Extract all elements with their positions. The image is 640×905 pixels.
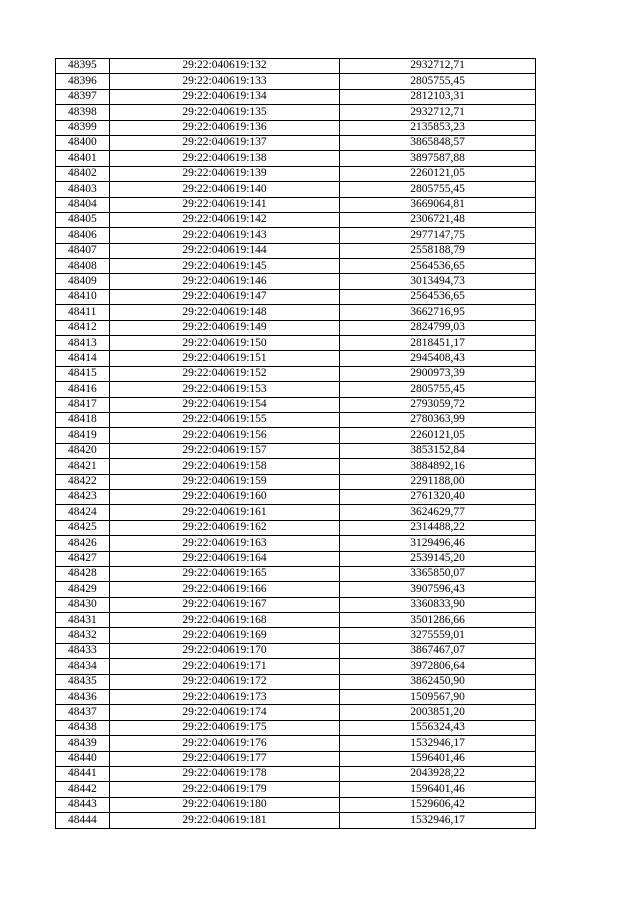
cadastral-number-cell: 29:22:040619:157	[110, 443, 340, 458]
cadastral-number-cell: 29:22:040619:134	[110, 89, 340, 104]
row-number-cell: 48438	[56, 720, 110, 735]
value-cell: 3275559,01	[340, 628, 536, 643]
value-cell: 3662716,95	[340, 305, 536, 320]
cadastral-number-cell: 29:22:040619:154	[110, 397, 340, 412]
cadastral-number-cell: 29:22:040619:147	[110, 289, 340, 304]
table-row	[56, 597, 536, 612]
row-number-cell: 48408	[56, 259, 110, 274]
row-number-cell: 48426	[56, 536, 110, 551]
cadastral-number-cell: 29:22:040619:138	[110, 151, 340, 166]
row-number-cell: 48397	[56, 89, 110, 104]
row-number-cell: 48407	[56, 243, 110, 258]
table-body	[56, 59, 536, 829]
cadastral-number-cell: 29:22:040619:174	[110, 705, 340, 720]
table-row	[56, 351, 536, 366]
value-cell: 2558188,79	[340, 243, 536, 258]
row-number-cell: 48400	[56, 135, 110, 150]
row-number-cell: 48422	[56, 474, 110, 489]
row-number-cell: 48434	[56, 659, 110, 674]
row-number-cell: 48439	[56, 736, 110, 751]
row-number-cell: 48429	[56, 582, 110, 597]
cadastral-number-cell: 29:22:040619:158	[110, 459, 340, 474]
row-number-cell: 48417	[56, 397, 110, 412]
value-cell: 3501286,66	[340, 613, 536, 628]
row-number-cell: 48409	[56, 274, 110, 289]
table-row	[56, 412, 536, 427]
table-row	[56, 336, 536, 351]
table-row	[56, 782, 536, 797]
cadastral-number-cell: 29:22:040619:156	[110, 428, 340, 443]
value-cell: 2043928,22	[340, 766, 536, 781]
cadastral-number-cell: 29:22:040619:150	[110, 336, 340, 351]
value-cell: 2003851,20	[340, 705, 536, 720]
table-row	[56, 443, 536, 458]
value-cell: 1556324,43	[340, 720, 536, 735]
row-number-cell: 48425	[56, 520, 110, 535]
row-number-cell: 48398	[56, 105, 110, 120]
row-number-cell: 48428	[56, 566, 110, 581]
cadastral-number-cell: 29:22:040619:163	[110, 536, 340, 551]
value-cell: 2793059,72	[340, 397, 536, 412]
row-number-cell: 48418	[56, 412, 110, 427]
cadastral-number-cell: 29:22:040619:175	[110, 720, 340, 735]
table-row	[56, 643, 536, 658]
cadastral-number-cell: 29:22:040619:139	[110, 166, 340, 181]
value-cell: 2135853,23	[340, 120, 536, 135]
value-cell: 2932712,71	[340, 105, 536, 120]
row-number-cell: 48421	[56, 459, 110, 474]
row-number-cell: 48423	[56, 489, 110, 504]
table-row	[56, 489, 536, 504]
value-cell: 2805755,45	[340, 74, 536, 89]
table-row	[56, 289, 536, 304]
table-row	[56, 397, 536, 412]
value-cell: 1532946,17	[340, 736, 536, 751]
table-row	[56, 674, 536, 689]
table-row	[56, 135, 536, 150]
row-number-cell: 48419	[56, 428, 110, 443]
row-number-cell: 48396	[56, 74, 110, 89]
cadastral-number-cell: 29:22:040619:144	[110, 243, 340, 258]
table-row	[56, 551, 536, 566]
table-row	[56, 505, 536, 520]
cadastral-number-cell: 29:22:040619:153	[110, 382, 340, 397]
cadastral-number-cell: 29:22:040619:167	[110, 597, 340, 612]
value-cell: 2314488,22	[340, 520, 536, 535]
table-row	[56, 613, 536, 628]
cadastral-number-cell: 29:22:040619:173	[110, 690, 340, 705]
table-row	[56, 120, 536, 135]
table-row	[56, 474, 536, 489]
table-row	[56, 582, 536, 597]
row-number-cell: 48415	[56, 366, 110, 381]
row-number-cell: 48437	[56, 705, 110, 720]
value-cell: 3365850,07	[340, 566, 536, 581]
row-number-cell: 48406	[56, 228, 110, 243]
cadastral-number-cell: 29:22:040619:176	[110, 736, 340, 751]
value-cell: 3624629,77	[340, 505, 536, 520]
table-row	[56, 797, 536, 812]
value-cell: 3972806,64	[340, 659, 536, 674]
row-number-cell: 48444	[56, 813, 110, 828]
table-row	[56, 736, 536, 751]
value-cell: 1509567,90	[340, 690, 536, 705]
table-row	[56, 59, 536, 74]
row-number-cell: 48440	[56, 751, 110, 766]
row-number-cell: 48395	[56, 59, 110, 74]
table-row	[56, 320, 536, 335]
cadastral-number-cell: 29:22:040619:159	[110, 474, 340, 489]
row-number-cell: 48401	[56, 151, 110, 166]
cadastral-number-cell: 29:22:040619:178	[110, 766, 340, 781]
data-table	[55, 58, 536, 829]
row-number-cell: 48441	[56, 766, 110, 781]
table-row	[56, 382, 536, 397]
value-cell: 2260121,05	[340, 428, 536, 443]
table-row	[56, 182, 536, 197]
row-number-cell: 48432	[56, 628, 110, 643]
row-number-cell: 48403	[56, 182, 110, 197]
value-cell: 3884892,16	[340, 459, 536, 474]
cadastral-number-cell: 29:22:040619:169	[110, 628, 340, 643]
table-row	[56, 813, 536, 828]
value-cell: 2761320,40	[340, 489, 536, 504]
cadastral-number-cell: 29:22:040619:177	[110, 751, 340, 766]
cadastral-number-cell: 29:22:040619:145	[110, 259, 340, 274]
value-cell: 3865848,57	[340, 135, 536, 150]
table-row	[56, 259, 536, 274]
row-number-cell: 48436	[56, 690, 110, 705]
table-row	[56, 197, 536, 212]
row-number-cell: 48443	[56, 797, 110, 812]
cadastral-number-cell: 29:22:040619:148	[110, 305, 340, 320]
table-row	[56, 690, 536, 705]
row-number-cell: 48402	[56, 166, 110, 181]
cadastral-number-cell: 29:22:040619:164	[110, 551, 340, 566]
table-row	[56, 105, 536, 120]
table-row	[56, 536, 536, 551]
table-row	[56, 151, 536, 166]
table-row	[56, 74, 536, 89]
value-cell: 2932712,71	[340, 59, 536, 74]
table-row	[56, 243, 536, 258]
value-cell: 1596401,46	[340, 751, 536, 766]
cadastral-number-cell: 29:22:040619:133	[110, 74, 340, 89]
cadastral-number-cell: 29:22:040619:140	[110, 182, 340, 197]
row-number-cell: 48405	[56, 212, 110, 227]
row-number-cell: 48427	[56, 551, 110, 566]
value-cell: 2260121,05	[340, 166, 536, 181]
table-row	[56, 705, 536, 720]
value-cell: 2564536,65	[340, 289, 536, 304]
table-row	[56, 305, 536, 320]
cadastral-number-cell: 29:22:040619:166	[110, 582, 340, 597]
value-cell: 3867467,07	[340, 643, 536, 658]
cadastral-number-cell: 29:22:040619:152	[110, 366, 340, 381]
row-number-cell: 48414	[56, 351, 110, 366]
row-number-cell: 48430	[56, 597, 110, 612]
value-cell: 2977147,75	[340, 228, 536, 243]
table-row	[56, 228, 536, 243]
cadastral-number-cell: 29:22:040619:161	[110, 505, 340, 520]
cadastral-number-cell: 29:22:040619:136	[110, 120, 340, 135]
cadastral-number-cell: 29:22:040619:160	[110, 489, 340, 504]
table-row	[56, 751, 536, 766]
cadastral-number-cell: 29:22:040619:171	[110, 659, 340, 674]
value-cell: 2818451,17	[340, 336, 536, 351]
value-cell: 2539145,20	[340, 551, 536, 566]
cadastral-number-cell: 29:22:040619:155	[110, 412, 340, 427]
cadastral-number-cell: 29:22:040619:172	[110, 674, 340, 689]
cadastral-number-cell: 29:22:040619:162	[110, 520, 340, 535]
table-row	[56, 274, 536, 289]
cadastral-number-cell: 29:22:040619:142	[110, 212, 340, 227]
value-cell: 3907596,43	[340, 582, 536, 597]
row-number-cell: 48399	[56, 120, 110, 135]
table-row	[56, 628, 536, 643]
cadastral-number-cell: 29:22:040619:143	[110, 228, 340, 243]
value-cell: 2812103,31	[340, 89, 536, 104]
cadastral-number-cell: 29:22:040619:180	[110, 797, 340, 812]
row-number-cell: 48404	[56, 197, 110, 212]
value-cell: 2945408,43	[340, 351, 536, 366]
cadastral-number-cell: 29:22:040619:146	[110, 274, 340, 289]
value-cell: 3013494,73	[340, 274, 536, 289]
value-cell: 1596401,46	[340, 782, 536, 797]
value-cell: 2780363,99	[340, 412, 536, 427]
table-row	[56, 366, 536, 381]
value-cell: 3853152,84	[340, 443, 536, 458]
table-row	[56, 89, 536, 104]
value-cell: 1532946,17	[340, 813, 536, 828]
cadastral-number-cell: 29:22:040619:137	[110, 135, 340, 150]
cadastral-number-cell: 29:22:040619:135	[110, 105, 340, 120]
cadastral-number-cell: 29:22:040619:149	[110, 320, 340, 335]
value-cell: 3862450,90	[340, 674, 536, 689]
value-cell: 2805755,45	[340, 382, 536, 397]
value-cell: 2805755,45	[340, 182, 536, 197]
cadastral-number-cell: 29:22:040619:141	[110, 197, 340, 212]
cadastral-number-cell: 29:22:040619:170	[110, 643, 340, 658]
row-number-cell: 48413	[56, 336, 110, 351]
value-cell: 2824799,03	[340, 320, 536, 335]
value-cell: 2900973,39	[340, 366, 536, 381]
cadastral-number-cell: 29:22:040619:168	[110, 613, 340, 628]
table-row	[56, 766, 536, 781]
table-row	[56, 212, 536, 227]
table-row	[56, 459, 536, 474]
value-cell: 3360833,90	[340, 597, 536, 612]
row-number-cell: 48420	[56, 443, 110, 458]
table-row	[56, 428, 536, 443]
value-cell: 3669064,81	[340, 197, 536, 212]
value-cell: 2306721,48	[340, 212, 536, 227]
row-number-cell: 48435	[56, 674, 110, 689]
row-number-cell: 48416	[56, 382, 110, 397]
cadastral-number-cell: 29:22:040619:179	[110, 782, 340, 797]
value-cell: 3897587,88	[340, 151, 536, 166]
table-row	[56, 720, 536, 735]
value-cell: 2291188,00	[340, 474, 536, 489]
row-number-cell: 48410	[56, 289, 110, 304]
value-cell: 3129496,46	[340, 536, 536, 551]
table-row	[56, 520, 536, 535]
table-row	[56, 659, 536, 674]
row-number-cell: 48412	[56, 320, 110, 335]
row-number-cell: 48431	[56, 613, 110, 628]
cadastral-number-cell: 29:22:040619:132	[110, 59, 340, 74]
cadastral-number-cell: 29:22:040619:151	[110, 351, 340, 366]
cadastral-number-cell: 29:22:040619:181	[110, 813, 340, 828]
table-row	[56, 566, 536, 581]
row-number-cell: 48433	[56, 643, 110, 658]
row-number-cell: 48442	[56, 782, 110, 797]
value-cell: 2564536,65	[340, 259, 536, 274]
value-cell: 1529606,42	[340, 797, 536, 812]
row-number-cell: 48411	[56, 305, 110, 320]
cadastral-number-cell: 29:22:040619:165	[110, 566, 340, 581]
row-number-cell: 48424	[56, 505, 110, 520]
table-row	[56, 166, 536, 181]
